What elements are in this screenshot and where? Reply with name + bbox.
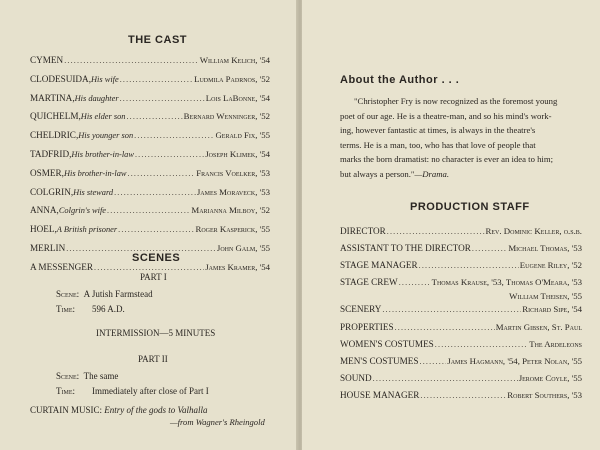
part1-scene-value: A Jutish Farmstead [83,289,153,299]
part2-time [56,386,209,396]
cast-role: COLGRIN, [30,186,74,197]
cast-role: ANNA, [30,205,59,216]
left-page [0,0,298,450]
cast-actor: Roger Kasperick, '55 [195,224,270,235]
cast-row [30,224,270,234]
cast-role-description: His brother-in-law [71,150,134,159]
cast-actor: Ludmila Padrnos, '52 [194,73,270,84]
staff-name: Richard Sipe, '54 [522,304,582,314]
staff-role: STAGE MANAGER [340,260,418,270]
cast-role: TADFRID, [30,149,72,159]
cast-role: MERLIN [30,243,66,253]
staff-row [340,243,582,253]
about-line: ing, however fantastic at times, is always in the theatre's [340,125,536,136]
about-source: —Drama. [414,169,449,179]
leader-dots [395,323,495,332]
leader-dots [382,305,521,314]
cast-role: HOEL, [30,224,57,235]
leader-dots [94,263,204,272]
cast-role: MARTINA, [30,92,75,103]
cast-actor: Francis Voelker, '53 [196,167,270,178]
leader-dots [64,56,199,65]
cast-role: CLODESUIDA, [30,73,91,84]
about-line: poet of our age. He is a theatre-man, and so his mind's work- [340,110,552,121]
intermission: INTERMISSION—5 MINUTES [96,328,216,338]
staff-role: SOUND [340,373,372,383]
part1-heading: PART I [140,272,167,282]
cast-row [30,55,270,65]
cast-role: CHELDRIC, [30,130,79,141]
leader-dots [128,169,196,178]
leader-dots [120,94,205,103]
cast-role-description: Colgrin's wife [58,206,107,216]
staff-role: ASSISTANT TO THE DIRECTOR [340,243,471,253]
curtain-music [30,405,208,415]
leader-dots [107,206,190,215]
part2-scene-label: Scene: [56,371,80,381]
part2-heading: PART II [138,354,168,364]
staff-name: Michael Thomas, '53 [508,243,582,253]
staff-role: HOUSE MANAGER [340,390,420,400]
part1-time-value: 596 A.D. [92,304,125,314]
cast-title: THE CAST [128,34,187,46]
cast-role-description: His elder son [80,112,126,122]
leader-dots [135,150,204,159]
cast-role-description: His daughter [74,93,119,103]
staff-name: Thomas Krause, '53, Thomas O'Meara, '53 [431,277,582,287]
part2-scene [56,371,118,381]
part1-time-label: Time: [56,304,75,314]
staff-name: Martin Gibsen, St. Paul [495,322,582,332]
leader-dots [120,75,193,84]
cast-row [30,168,270,178]
part2-time-value: Immediately after close of Part I [92,386,209,396]
about-last-line [340,169,449,179]
leader-dots [387,227,485,236]
leader-dots [420,357,447,366]
cast-row [30,93,270,103]
part1-time [56,304,125,314]
cast-actor: Bernard Wenninger, '52 [183,111,270,122]
part1-scene [56,289,153,299]
staff-name: James Hagmann, '54, Peter Nolan, '55 [447,356,582,366]
staff-row [340,373,582,383]
cast-actor: Gerald Fix, '55 [215,130,270,141]
staff-name: Robert Southers, '53 [507,390,582,400]
scenes-title: SCENES [132,252,181,264]
staff-row [340,304,582,314]
staff-role: DIRECTOR [340,226,386,236]
cast-role-description: His steward [73,187,114,197]
cast-actor: Joseph Klimek, '54 [205,149,270,159]
about-line: terms. He is a man, too, who has that love of people that [340,139,536,150]
staff-role: SCENERY [340,304,382,314]
staff-row [340,356,582,366]
leader-dots [399,278,431,287]
curtain-music-value: Entry of the gods to Valhalla [104,405,208,415]
curtain-music-source: —from Wagner's Rheingold [170,417,265,427]
cast-role: QUICHELM, [30,111,81,122]
leader-dots [420,391,506,400]
staff-role: MEN'S COSTUMES [340,356,419,366]
cast-role-description: His younger son [78,131,134,141]
staff-row [340,322,582,332]
staff-row [340,390,582,400]
cast-role: A MESSENGER [30,261,94,272]
leader-dots [126,112,182,121]
staff-row [340,339,582,349]
right-page [302,0,600,450]
staff-row [340,226,582,236]
staff-name: Eugene Riley, '52 [519,260,582,270]
cast-row [30,111,270,121]
part2-scene-value: The same [83,371,119,381]
staff-role: STAGE CREW [340,277,398,287]
cast-actor: John Galm, '55 [216,243,270,253]
cast-row [30,187,270,197]
staff-row [340,260,582,270]
cast-role: OSMER, [30,167,64,178]
staff-role: WOMEN'S COSTUMES [340,339,434,349]
staff-role: PROPERTIES [340,322,394,332]
part2-time-label: Time: [56,386,75,396]
staff-row-continuation [340,291,582,301]
cast-role: CYMEN [30,55,64,65]
leader-dots [114,188,196,197]
cast-row [30,130,270,140]
cast-row [30,205,270,215]
curtain-music-label: CURTAIN MUSIC: [30,405,102,415]
staff-name: William Theisen, '55 [509,291,582,301]
cast-role-description: His wife [91,74,119,84]
cast-actor: Lois LaBonne, '54 [205,92,270,103]
staff-name: Jerome Coyle, '55 [518,373,582,383]
about-line: "Christopher Fry is now recognized as the foremost young [354,96,558,106]
cast-role-description: A British prisoner [56,225,118,235]
staff-name: Rev. Dominic Keller, o.s.b. [485,226,582,236]
leader-dots [435,340,528,349]
cast-role-description: His brother-in-law [63,168,127,178]
cast-row [30,149,270,159]
leader-dots [472,244,507,253]
about-line: marks the born dramatist: no character is ever an idea to him; [340,154,554,165]
part1-scene-label: Scene: [56,289,80,299]
cast-row [30,74,270,84]
leader-dots [373,374,518,383]
leader-dots [419,261,519,270]
staff-name: The Ardeleons [529,339,582,349]
cast-actor: William Kelich, '54 [199,55,270,65]
cast-actor: Marianna Milboy, '52 [191,205,270,216]
leader-dots [118,225,194,234]
staff-title: PRODUCTION STAFF [410,201,530,213]
cast-actor: James Moraveck, '53 [196,186,270,197]
leader-dots [134,131,214,140]
about-title: About the Author . . . [340,74,460,86]
cast-actor: James Kramer, '54 [205,261,270,272]
staff-row [340,277,582,287]
about-line: but always a person." [340,169,415,179]
